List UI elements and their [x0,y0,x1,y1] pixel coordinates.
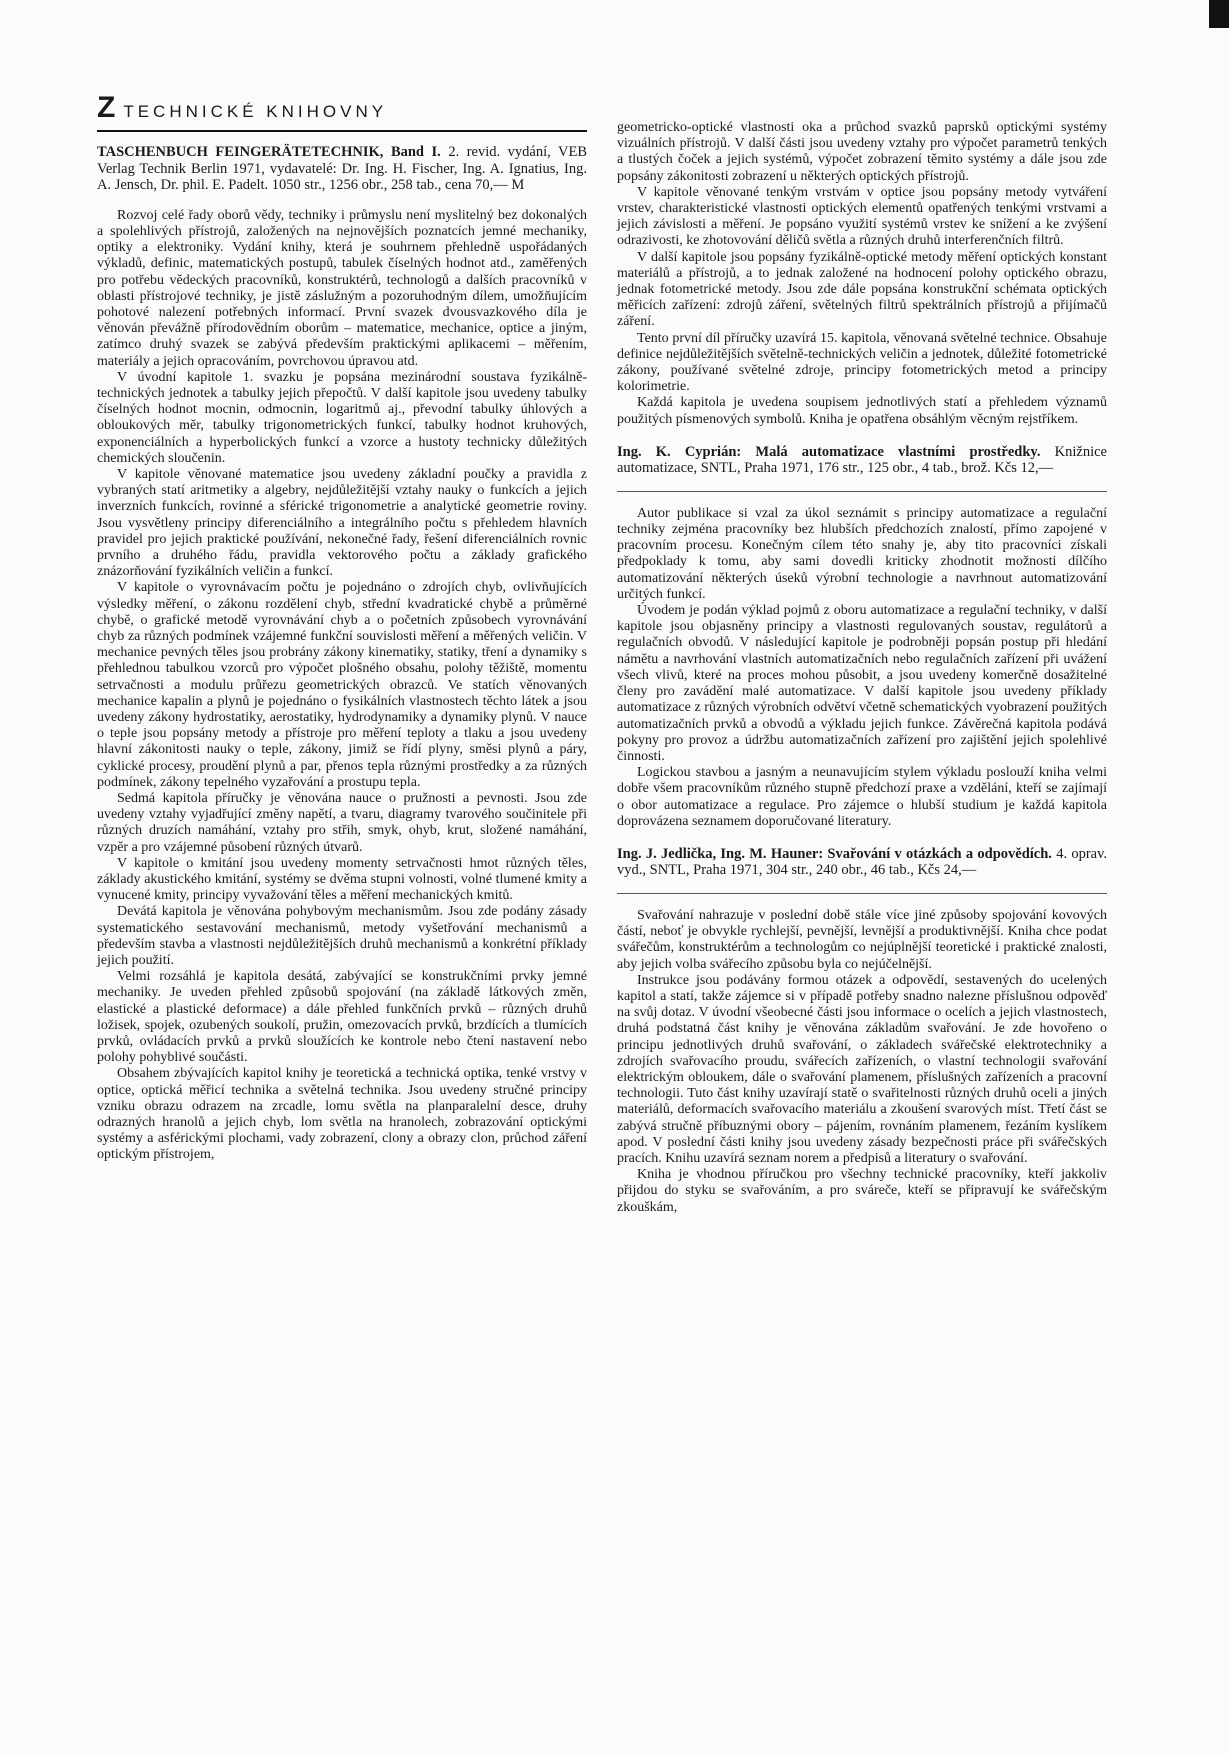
review-paragraph: V kapitole o vyrovnávacím počtu je pojednáno o zdrojích chyb, ovlivňujících výsledky měření, o zákonu rozdělení chyb, střední kvadratické chybě a průměrné chybě, o grafické metodě vyrovnávání chyb a o početních způsobech vyrovnávání chyb za různých podmínek vzájemné funkční souvislosti měření a měřených veličin. V mechanice pevných těles jsou probrány zákony kinematiky, statiky, tření a dynamiky s přehlednou tabulkou vzorců pro výpočet plošného obsahu, polohy těžiště, momentu setrvačnosti a modulu průřezu geometrických obrazců. Ve statích věnovaných mechanice kapalin a plynů je pojednáno o fysikálních vlastnostech těchto látek a jsou uvedeny zákony hydrostatiky, aerostatiky, hydrodynamiky a dynamiky plynů. V nauce o teple jsou popsány metody a přístroje pro měření teploty a tlaku a jsou uvedeny hlavní zákonitosti nauky o teple, zákony, jimiž se řídí plyny, směsi plynů a páry, cyklické procesy, proudění plynů a par, přenos tepla různými prostředky a za různých podmínek, zákony tepelného vyzařování a prostupu tepla. [97,580,587,790]
review-paragraph: Devátá kapitola je věnována pohybovým mechanismům. Jsou zde podány zásady systematického sestavování mechanismů, metody vyšetřování mechanismů a především stavba a vlastnosti nejdůležitějších druhů mechanismů a konkrétní příklady jejich použití. [97,904,587,969]
review-1 [97,144,587,1163]
review-paragraph: Tento první díl příručky uzavírá 15. kapitola, věnovaná světelné technice. Obsahuje definice nejdůležitějších světelně-technických veličin a jednotek, důležité fotometrické zákony, používané světelné zdroje, principy fotometrických metod a principy kolorimetrie. [617,330,1107,395]
page-edge-mark [1209,0,1229,28]
review-paragraph: V kapitole věnované tenkým vrstvám v optice jsou popsány metody vytváření vrstev, charakteristické vlastnosti optických elementů opatřených tenkými vrstvami a jejich závislosti a měření. Je popsáno využití systémů vrstev ke snížení a ke zvýšení odrazivosti, ke zhotovování děličů světla a různých druhů interferenčních filtrů. [617,184,1107,249]
review-paragraph: V úvodní kapitole 1. svazku je popsána mezinárodní soustava fyzikálně-technických jednotek a tabulky jejich přepočtů. V další kapitole jsou uvedeny tabulky číselných hodnot mocnin, odmocnin, logaritmů aj., převodní tabulky úhlových a obloukových měr, tabulky trigonometrických funkcí, tabulky hodnot kruhových, exponenciálních a hyperbolických funkcí a vzorce a hustoty technicky důležitých chemických sloučenin. [97,369,587,466]
review-paragraph: Kniha je vhodnou příručkou pro všechny technické pracovníky, kteří jakkoliv přijdou do styku se svařováním, a pro sváreče, kteří se připravují ke svářečským zkouškám, [617,1167,1107,1215]
section-letter: Z [97,91,116,124]
review-2 [617,444,1107,830]
book-title: TASCHENBUCH FEINGERÄTETECHNIK, Band I. [97,144,441,161]
review-paragraph: Velmi rozsáhlá je kapitola desátá, zabývající se konstrukčními prvky jemné mechaniky. Je uveden přehled způsobů spojování (na základě látkových změn, elastické a plastické deformace) a dále přehled funkčních prvků – různých druhů ložisek, spojek, ozubených soukolí, pružin, omezovacích prvků, brzdících a tlumících prvků, ovládacích prvků a prvků sloužících ke kontrole nebo čtení nastavení nebo polohy pohyblivé součásti. [97,969,587,1066]
review-paragraph: V kapitole o kmitání jsou uvedeny momenty setrvačnosti hmot různých těles, základy akustického kmitání, systémy se dvěma stupni volnosti, volné tlumené kmity a vynucené kmity, principy vyvažování těles a měření mechanických kmitů. [97,855,587,904]
bibliography [617,846,1107,879]
section-header [97,91,587,124]
review-paragraph: Rozvoj celé řady oborů vědy, techniky i průmyslu není myslitelný bez dokonalých a spolehlivých přístrojů, založených na nejnovějších poznatcích jemné mechaniky, optiky a elektroniky. Vydání knihy, která je souhrnem přehledně uspořádaných výkladů, definic, matematických postupů, tabulek číselných hodnot atd., zaměřených pro potřebu vědeckých pracovníků, konstruktérů, technologů a dalších pracovníků v oblasti přístrojové techniky, je jistě záslužným a pozoruhodným dílem, umožňujícím pohotové nalezení potřebných informací. První svazek dvousvazkového díla je věnován převážně přírodovědním oborům – matematice, mechanice, optice a jiným, zatímco druhý svazek se zabývá především praktickými aplikacemi – měřením, materiály a jejich opracováním, povrchovou úpravou atd. [97,207,587,369]
review-paragraph: Sedmá kapitola příručky je věnována nauce o pružnosti a pevnosti. Jsou zde uvedeny vztahy vyjadřující změny napětí, a tvaru, diagramy tvarového součinitele při různých druzích namáhání, vztahy pro střih, smyk, ohyb, krut, složené namáhání, vzpěr a pro vzájemné působení různých útvarů. [97,791,587,855]
right-column [617,120,1107,1232]
review-paragraph: Každá kapitola je uvedena soupisem jednotlivých statí a přehledem významů použitých písmenových symbolů. Kniha je opatřena obsáhlým věcným rejstříkem. [617,395,1107,427]
book-details: 2. revid. vydání, VEB Verlag Technik Berlin 1971, vydavatelé: Dr. Ing. H. Fischer, Ing. A. Ignatius, Ing. A. Jensch, Dr. phil. E. Padelt. 1050 str., 1256 obr., 258 tab., cena 70,— M [97,144,588,194]
review-paragraph: Instrukce jsou podávány formou otázek a odpovědí, sestavených do ucelených kapitol a statí, takže zájemce si v případě potřeby snadno nalezne příslušnou odpověď na svůj dotaz. V úvodní všeobecné části jsou informace o ocelích a jejich vlastnostech, druhá podstatná část knihy je věnována základům svařování. Je zde hovořeno o principu jednotlivých druhů svařování, o základech svářečské elektrotechniky a zdrojích svařovacího proudu, svářecích zařízeních, o vlastní technologii svařování elektrickým obloukem, dále o svařování plamenem, příslušných zařízeních a pracovní technologii. Tuto část knihy uzavírají statě o svařitelnosti různých druhů oceli a jiných materiálů, deformacích svařovacího materiálu a zkoušení svarových míst. Třetí část se zabývá stručně příbuznými obory – pájením, rovnáním plamenem, řezáním kyslíkem apod. V poslední části knihy jsou uvedeny zásady bezpečnosti práce při svářečských pracích. Knihu uzavírá seznam norem a předpisů a literatury o svařování. [617,972,1107,1166]
review-paragraph: V kapitole věnované matematice jsou uvedeny základní poučky a pravidla z vybraných statí aritmetiky a algebry, nejdůležitější vztahy nauky o funkcích a jejich inverzních funkcích, rovinné a sférické trigonometrie a analytické geometrie roviny. Jsou vysvětleny principy diferenciálního a integrálního počtu s přehledem hlavních pravidel pro jejich praktické používání, nekonečné řady, řešení diferenciálních rovnic prvního a druhého řádu, pravidla vektorového počtu a základy grafického znázorňování fyzikálních veličin a funkcí. [97,466,587,580]
bibliography [97,144,587,194]
review-paragraph: geometricko-optické vlastnosti oka a průchod svazků paprsků optickými systémy vizuálních přístrojů. V další části jsou uvedeny vztahy pro výpočet parametrů tenkých a tlustých čoček a jejich systémů, výpočet zobrazení těmito systémy a dále jsou zde popsány zákonitosti zobrazení u některých optických přístrojů. [617,120,1107,184]
review-paragraph: V další kapitole jsou popsány fyzikálně-optické metody měření optických konstant materiálů a přístrojů, a to jednak založené na hodnocení polohy optického obrazu, jednak fotometrické metody. Jsou zde dále popsána konstrukční schémata optických měřicích zařízení: zdrojů záření, světelných filtrů spektrálních přístrojů a přijímačů záření. [617,249,1107,330]
book-title: Ing. J. Jedlička, Ing. M. Hauner: Svařování v otázkách a odpovědích. [617,845,1052,862]
review-1-continued [617,120,1107,428]
book-details: 4. oprav. vyd., SNTL, Praha 1971, 304 str., 240 obr., 46 tab., Kčs 24,— [617,845,1108,879]
separator-rule [617,893,1107,894]
book-details: Knižnice automatizace, SNTL, Praha 1971, 176 str., 125 obr., 4 tab., brož. Kčs 12,— [617,443,1107,477]
bibliography [617,444,1107,477]
review-paragraph: Autor publikace si vzal za úkol seznámit s principy automatizace a regulační techniky zejména pracovníky bez hlubších předchozích znalostí, přímo zapojené v pracovním procesu. Konečným cílem této snahy je, aby tito pracovníci získali předpoklady k tomu, aby sami dovedli kriticky zhodnotit možnosti dílčího automatizování některých úseků výrobní technologie a navrhnout automatizování určitých funkcí. [617,505,1107,602]
separator-rule [617,491,1107,492]
section-rule [97,130,587,132]
review-paragraph: Úvodem je podán výklad pojmů z oboru automatizace a regulační techniky, v další kapitole jsou objasněny principy a vlastnosti regulovaných soustav, regulátorů a regulačních obvodů. V následující kapitole je podrobněji popsán postup při hledání námětu a navrhování vlastních automatizačních nebo regulačních zařízení při uvážení všech vlivů, které na proces mohou působit, a jsou uvedeny komerčně dosažitelné členy pro zavádění malé automatizace. V další kapitole jsou uvedeny příklady automatizace z různých výrobních odvětví včetně schematických vyobrazení použitých automatizačních prvků a obvodů a výkladu jejich funkce. Závěrečná kapitola podává pokyny pro provoz a údržbu automatizačních zařízení pro zajištění jejich spolehlivé činnosti. [617,603,1107,764]
review-paragraph: Svařování nahrazuje v poslední době stále více jiné způsoby spojování kovových částí, neboť je obvykle rychlejší, pevnější, levnější a produktivnější. Kniha chce podat svářečům, konstruktérům a technologům co nejúplnější teoretické i praktické znalosti, aby jejich volba svářecího způsobu byla co nejúčelnější. [617,907,1107,972]
section-title: TECHNICKÉ KNIHOVNY [123,102,388,121]
review-paragraph: Logickou stavbou a jasným a neunavujícím stylem výkladu poslouží kniha velmi dobře všem pracovníkům různého stupně předchozí praxe a vzdělání, kteří se zajímají o obor automatizace a regulace. Pro zájemce o hlubší studium je každá kapitola doprovázena seznamem doporučované literatury. [617,765,1107,829]
left-column [97,91,588,1180]
review-paragraph: Obsahem zbývajících kapitol knihy je teoretická a technická optika, tenké vrstvy v optice, optická měřicí technika a světelná technika. Jsou uvedeny stručné principy vzniku obrazu odrazem na zrcadle, lomu světla na planparalelní desce, druhy odrazných hranolů a jejich chyb, lom světla na hranolech, zobrazování optickými systémy a asférickými plochami, vady zobrazení, clony a obrazy clon, průchod záření optickým přístrojem, [97,1066,587,1163]
book-title: Ing. K. Cyprián: Malá automatizace vlastními prostředky. [617,443,1041,460]
review-3 [617,846,1107,1216]
